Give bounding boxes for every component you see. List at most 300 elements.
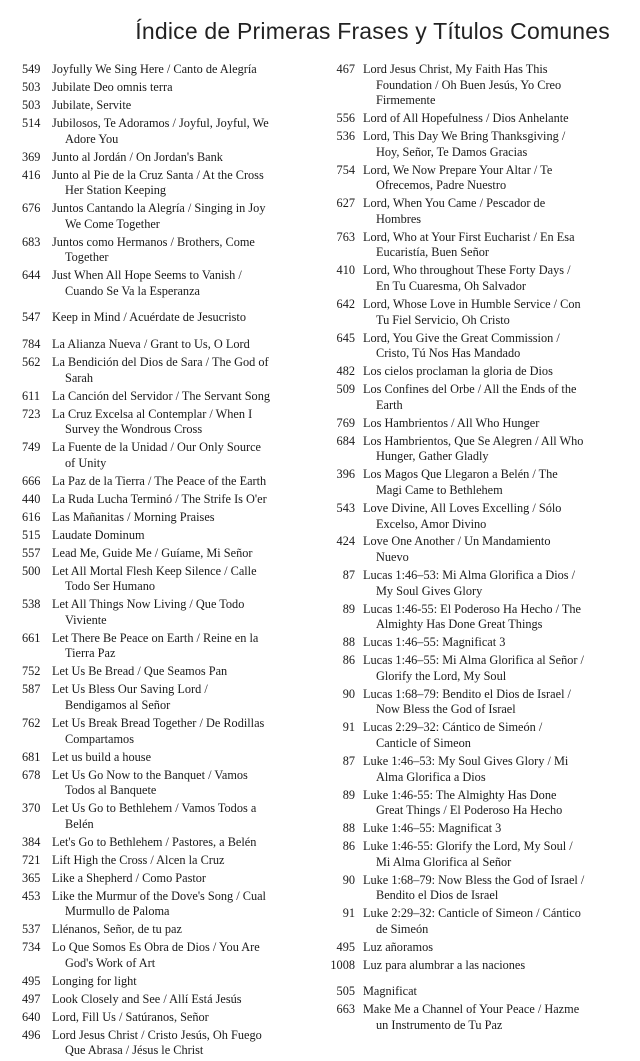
index-entry <box>327 1002 623 1033</box>
title-line: Lead Me, Guide Me / Guíame, Mi Señor <box>52 545 253 560</box>
title-line: Lord, Whose Love in Humble Service / Con <box>363 297 581 312</box>
hymn-number: 365 <box>22 870 41 885</box>
title-line: Now Bless the God of Israel <box>376 702 516 717</box>
hymn-title <box>363 906 623 937</box>
title-line: Adore You <box>65 131 119 146</box>
title-line: God's Work of Art <box>65 955 156 970</box>
title-line: Love One Another / Un Mandamiento <box>363 534 551 549</box>
hymn-number: 663 <box>336 1002 355 1017</box>
hymn-title <box>363 129 623 160</box>
hymn-title <box>363 1002 623 1033</box>
hymn-number: 640 <box>22 1009 41 1024</box>
index-entry <box>18 116 310 147</box>
title-line: Murmullo de Paloma <box>65 904 170 919</box>
hymn-number: 91 <box>342 906 355 921</box>
index-entry <box>18 510 310 526</box>
title-line: Lucas 2:29–32: Cántico de Simeón / <box>363 720 543 735</box>
hymn-title <box>52 889 310 920</box>
hymn-title <box>52 528 310 544</box>
hymn-title <box>363 416 623 432</box>
hymn-title <box>52 940 310 971</box>
title-line: Glorify the Lord, My Soul <box>376 668 507 683</box>
index-column-left <box>18 62 310 1061</box>
hymn-title <box>363 984 623 1000</box>
index-entry <box>327 984 623 1000</box>
index-entry <box>327 263 623 294</box>
index-entry <box>18 853 310 869</box>
hymn-title <box>363 501 623 532</box>
index-entry <box>18 528 310 544</box>
index-column-right <box>327 62 623 1036</box>
hymn-title <box>52 835 310 851</box>
title-line: Make Me a Channel of Your Peace / Hazme <box>363 1002 580 1017</box>
hymn-title <box>363 940 623 956</box>
index-entry <box>18 974 310 990</box>
title-line: Luz añoramos <box>363 939 433 954</box>
hymn-title <box>363 788 623 819</box>
hymn-number: 91 <box>342 720 355 735</box>
hymn-number: 500 <box>22 563 41 578</box>
hymn-title <box>52 871 310 887</box>
title-line: Together <box>65 250 109 265</box>
index-entry <box>327 196 623 227</box>
hymn-number: 536 <box>336 129 355 144</box>
hymn-title <box>52 664 310 680</box>
index-entry <box>18 940 310 971</box>
index-entry <box>327 821 623 837</box>
hymn-title <box>52 801 310 832</box>
index-entry <box>18 150 310 166</box>
title-line: Mi Alma Glorifica al Señor <box>376 854 512 869</box>
index-entry <box>327 687 623 718</box>
index-entry <box>18 664 310 680</box>
hymn-number: 562 <box>22 355 41 370</box>
title-line: Los Hambrientos / All Who Hunger <box>363 415 540 430</box>
title-line: Lord, You Give the Great Commission / <box>363 330 560 345</box>
index-entry <box>18 80 310 96</box>
index-entry <box>327 534 623 565</box>
hymn-number: 467 <box>336 62 355 76</box>
hymn-title <box>363 602 623 633</box>
title-line: En Tu Cuaresma, Oh Salvador <box>376 279 526 294</box>
title-line: La Alianza Nueva / Grant to Us, O Lord <box>52 337 250 352</box>
hymn-number: 642 <box>336 297 355 312</box>
title-line: Los Hambrientos, Que Se Alegren / All Who <box>363 433 584 448</box>
title-line: Let Us Go to Bethlehem / Vamos Todos a <box>52 801 257 816</box>
hymn-number: 763 <box>336 229 355 244</box>
hymn-number: 88 <box>342 821 355 836</box>
hymn-title <box>52 235 310 266</box>
title-line: Almighty Has Done Great Things <box>376 617 543 632</box>
hymn-title <box>363 754 623 785</box>
hymn-number: 661 <box>22 630 41 645</box>
hymn-number: 86 <box>342 839 355 854</box>
title-line: Bendigamos al Señor <box>65 697 171 712</box>
hymn-number: 627 <box>336 196 355 211</box>
title-line: Let All Things Now Living / Que Todo <box>52 597 245 612</box>
hymn-title <box>52 355 310 386</box>
title-line: Let Us Break Bread Together / De Rodillas <box>52 715 265 730</box>
index-entry <box>18 631 310 662</box>
hymn-title <box>52 492 310 508</box>
index-entry <box>18 546 310 562</box>
hymn-number: 89 <box>342 601 355 616</box>
hymn-number: 482 <box>336 364 355 379</box>
index-entry <box>18 474 310 490</box>
title-line: La Ruda Lucha Terminó / The Strife Is O'er <box>52 491 267 506</box>
index-entry <box>18 168 310 199</box>
index-entry <box>18 1028 310 1059</box>
title-line: Junto al Jordán / On Jordan's Bank <box>52 149 223 164</box>
title-line: Lord Jesus Christ, My Faith Has This <box>363 62 548 76</box>
title-line: Lord, Who throughout These Forty Days / <box>363 263 571 278</box>
index-entry <box>18 716 310 747</box>
title-line: Keep in Mind / Acuérdate de Jesucristo <box>52 310 246 325</box>
index-entry <box>327 788 623 819</box>
hymn-number: 369 <box>22 149 41 164</box>
hymn-number: 681 <box>22 749 41 764</box>
index-entry <box>327 653 623 684</box>
title-line: Firmemente <box>376 93 436 108</box>
title-line: Excelso, Amor Divino <box>376 516 487 531</box>
title-line: Alma Glorifica a Dios <box>376 769 486 784</box>
title-line: Let Us Go Now to the Banquet / Vamos <box>52 767 248 782</box>
title-line: Lucas 1:68–79: Bendito el Dios de Israel / <box>363 686 571 701</box>
title-line: We Come Together <box>65 216 160 231</box>
index-entry <box>327 754 623 785</box>
hymn-title <box>363 635 623 651</box>
hymn-title <box>363 687 623 718</box>
index-entry <box>327 635 623 651</box>
hymn-title <box>363 331 623 362</box>
index-entry <box>18 682 310 713</box>
hymn-number: 453 <box>22 888 41 903</box>
title-line: Compartamos <box>65 731 134 746</box>
title-line: Jubilosos, Te Adoramos / Joyful, Joyful, We <box>52 115 269 130</box>
title-line: Look Closely and See / Allí Está Jesús <box>52 991 242 1006</box>
hymn-title <box>52 116 310 147</box>
index-entry <box>18 871 310 887</box>
hymn-title <box>52 1028 310 1059</box>
title-line: Laudate Dominum <box>52 527 145 542</box>
index-entry <box>327 839 623 870</box>
title-line: Viviente <box>65 612 107 627</box>
index-entry <box>18 768 310 799</box>
hymn-number: 424 <box>336 534 355 549</box>
title-line: Luke 1:46-55: Glorify the Lord, My Soul / <box>363 839 573 854</box>
hymn-title <box>52 564 310 595</box>
hymn-number: 723 <box>22 406 41 421</box>
hymn-number: 754 <box>336 162 355 177</box>
title-line: Ofrecemos, Padre Nuestro <box>376 178 507 193</box>
title-line: La Paz de la Tierra / The Peace of the Earth <box>52 473 267 488</box>
hymn-title <box>52 631 310 662</box>
title-line: Magi Came to Bethlehem <box>376 482 503 497</box>
title-line: Luke 1:68–79: Now Bless the God of Israel / <box>363 872 585 887</box>
hymn-title <box>52 750 310 766</box>
hymn-title <box>52 62 310 78</box>
hymn-number: 537 <box>22 922 41 937</box>
hymn-title <box>52 716 310 747</box>
hymn-title <box>52 974 310 990</box>
hymn-number: 784 <box>22 337 41 352</box>
hymn-title <box>363 653 623 684</box>
index-entry <box>327 568 623 599</box>
hymn-number: 645 <box>336 330 355 345</box>
title-line: Lord, This Day We Bring Thanksgiving / <box>363 129 566 144</box>
hymn-number: 90 <box>342 872 355 887</box>
title-line: My Soul Gives Glory <box>376 583 483 598</box>
index-entry <box>18 597 310 628</box>
title-line: Hoy, Señor, Te Damos Gracias <box>376 144 528 159</box>
title-line: Luz para alumbrar a las naciones <box>363 957 526 972</box>
hymn-number: 549 <box>22 62 41 76</box>
hymn-number: 752 <box>22 664 41 679</box>
hymn-number: 90 <box>342 686 355 701</box>
title-line: Let There Be Peace on Earth / Reine en la <box>52 630 259 645</box>
title-line: Jubilate Deo omnis terra <box>52 79 173 94</box>
hymn-title <box>52 389 310 405</box>
index-entry <box>18 98 310 114</box>
hymn-title <box>52 922 310 938</box>
page-title: Índice de Primeras Frases y Títulos Comunes <box>135 18 610 44</box>
title-line: La Bendición del Dios de Sara / The God of <box>52 355 269 370</box>
hymn-title <box>363 196 623 227</box>
title-line: Sarah <box>65 370 93 385</box>
hymn-number: 616 <box>22 509 41 524</box>
title-line: Luke 1:46–53: My Soul Gives Glory / Mi <box>363 753 569 768</box>
title-line: Luke 2:29–32: Canticle of Simeon / Cántico <box>363 906 581 921</box>
title-line: La Fuente de la Unidad / Our Only Source <box>52 440 261 455</box>
hymn-number: 503 <box>22 97 41 112</box>
index-entry <box>327 958 623 974</box>
hymn-title <box>363 62 623 109</box>
index-entry <box>18 750 310 766</box>
hymn-number: 762 <box>22 715 41 730</box>
index-entry <box>327 720 623 751</box>
index-entry <box>327 906 623 937</box>
title-line: Todos al Banquete <box>65 783 157 798</box>
title-line: Nuevo <box>376 550 409 565</box>
index-entry <box>327 163 623 194</box>
title-line: Luke 1:46–55: Magnificat 3 <box>363 821 502 836</box>
hymn-number: 538 <box>22 597 41 612</box>
title-line: Las Mañanitas / Morning Praises <box>52 509 215 524</box>
title-line: Que Abrasa / Jésus le Christ <box>65 1043 204 1058</box>
hymn-title <box>363 297 623 328</box>
title-line: Just When All Hope Seems to Vanish / <box>52 268 242 283</box>
title-line: Todo Ser Humano <box>65 579 155 594</box>
hymn-number: 503 <box>22 79 41 94</box>
hymn-number: 557 <box>22 545 41 560</box>
index-entry <box>327 111 623 127</box>
hymn-number: 684 <box>336 433 355 448</box>
index-entry <box>327 501 623 532</box>
hymn-number: 410 <box>336 263 355 278</box>
index-entry <box>18 235 310 266</box>
hymn-title <box>52 98 310 114</box>
title-line: Hunger, Gather Gladly <box>376 449 489 464</box>
title-line: Jubilate, Servite <box>52 97 132 112</box>
hymn-title <box>52 992 310 1008</box>
hymn-number: 497 <box>22 991 41 1006</box>
title-line: Lord, Who at Your First Eucharist / En Esa <box>363 229 575 244</box>
title-line: Lucas 1:46–55: Magnificat 3 <box>363 635 506 650</box>
title-line: Let's Go to Bethlehem / Pastores, a Belén <box>52 834 257 849</box>
title-line: Survey the Wondrous Cross <box>65 422 203 437</box>
hymn-title <box>52 268 310 299</box>
hymn-title <box>52 597 310 628</box>
hymn-number: 509 <box>336 382 355 397</box>
title-line: Lucas 1:46–55: Mi Alma Glorifica al Señor / <box>363 653 584 668</box>
hymn-number: 749 <box>22 440 41 455</box>
hymn-title <box>52 168 310 199</box>
title-line: Belén <box>65 816 94 831</box>
index-entry <box>18 440 310 471</box>
hymn-title <box>363 958 623 974</box>
title-line: Llénanos, Señor, de tu paz <box>52 922 182 937</box>
hymn-number: 611 <box>22 388 40 403</box>
index-entry <box>18 407 310 438</box>
hymn-number: 587 <box>22 682 41 697</box>
index-entry <box>327 434 623 465</box>
hymn-number: 683 <box>22 234 41 249</box>
hymn-number: 515 <box>22 527 41 542</box>
index-entry <box>327 230 623 261</box>
title-line: Magnificat <box>363 984 417 999</box>
title-line: La Canción del Servidor / The Servant Song <box>52 388 270 403</box>
title-line: Eucaristía, Buen Señor <box>376 245 490 260</box>
title-line: Like a Shepherd / Como Pastor <box>52 870 207 885</box>
hymn-title <box>363 382 623 413</box>
index-entry <box>327 416 623 432</box>
index-entry <box>327 873 623 904</box>
index-entry <box>18 337 310 353</box>
title-line: Her Station Keeping <box>65 183 167 198</box>
index-entry <box>18 492 310 508</box>
title-line: Tierra Paz <box>65 646 116 661</box>
index-entry <box>18 355 310 386</box>
title-line: Los cielos proclaman la gloria de Dios <box>363 364 553 379</box>
index-entry <box>327 940 623 956</box>
index-entry <box>18 801 310 832</box>
title-line: Los Magos Que Llegaron a Belén / The <box>363 467 558 482</box>
title-line: un Instrumento de Tu Paz <box>376 1017 503 1032</box>
hymn-title <box>52 546 310 562</box>
hymn-number: 543 <box>336 500 355 515</box>
hymn-title <box>363 534 623 565</box>
title-line: Tu Fiel Servicio, Oh Cristo <box>376 312 510 327</box>
index-entry <box>327 467 623 498</box>
hymn-title <box>52 337 310 353</box>
hymn-title <box>363 163 623 194</box>
hymn-title <box>52 310 310 326</box>
hymn-title <box>363 434 623 465</box>
hymn-number: 495 <box>336 939 355 954</box>
title-line: Let Us Bless Our Saving Lord / <box>52 682 208 697</box>
hymn-title <box>363 720 623 751</box>
title-line: Lift High the Cross / Alcen la Cruz <box>52 852 225 867</box>
title-line: Bendito el Dios de Israel <box>376 888 499 903</box>
title-line: de Simeón <box>376 921 429 936</box>
hymn-title <box>363 111 623 127</box>
hymn-number: 505 <box>336 984 355 999</box>
hymn-title <box>52 1010 310 1026</box>
index-entry <box>18 268 310 299</box>
index-entry <box>327 62 623 109</box>
title-line: Lord Jesus Christ / Cristo Jesús, Oh Fuego <box>52 1027 262 1042</box>
title-line: of Unity <box>65 455 107 470</box>
hymn-title <box>52 474 310 490</box>
hymn-title <box>52 150 310 166</box>
hymn-title <box>363 230 623 261</box>
title-line: Lord, Fill Us / Satúranos, Señor <box>52 1009 209 1024</box>
index-entry <box>18 310 310 326</box>
index-entry <box>18 564 310 595</box>
title-line: La Cruz Excelsa al Contemplar / When I <box>52 406 253 421</box>
hymn-number: 678 <box>22 767 41 782</box>
hymn-title <box>52 440 310 471</box>
hymn-number: 556 <box>336 111 355 126</box>
index-entry <box>18 201 310 232</box>
title-line: Juntos Cantando la Alegría / Singing in Joy <box>52 201 266 216</box>
hymn-number: 666 <box>22 473 41 488</box>
index-entry <box>327 382 623 413</box>
title-line: Earth <box>376 397 403 412</box>
hymn-title <box>363 467 623 498</box>
index-entry <box>18 889 310 920</box>
title-line: Let Us Be Bread / Que Seamos Pan <box>52 664 228 679</box>
hymn-number: 644 <box>22 268 41 283</box>
title-line: Canticle of Simeon <box>376 735 471 750</box>
hymn-number: 734 <box>22 940 41 955</box>
title-line: Foundation / Oh Buen Jesús, Yo Creo <box>376 77 562 92</box>
title-line: Lord, We Now Prepare Your Altar / Te <box>363 162 553 177</box>
title-line: Longing for light <box>52 973 137 988</box>
index-entry <box>327 331 623 362</box>
title-line: Cristo, Tú Nos Has Mandado <box>376 346 521 361</box>
hymn-number: 86 <box>342 653 355 668</box>
title-line: Hombres <box>376 211 422 226</box>
hymn-title <box>52 853 310 869</box>
hymn-number: 87 <box>342 568 355 583</box>
hymn-number: 87 <box>342 753 355 768</box>
index-entry <box>18 992 310 1008</box>
hymn-number: 721 <box>22 852 41 867</box>
hymn-title <box>363 821 623 837</box>
title-line: Juntos como Hermanos / Brothers, Come <box>52 234 255 249</box>
hymn-number: 384 <box>22 834 41 849</box>
title-line: Luke 1:46-55: The Almighty Has Done <box>363 787 557 802</box>
hymn-number: 769 <box>336 415 355 430</box>
hymn-number: 495 <box>22 973 41 988</box>
index-entry <box>18 62 310 78</box>
title-line: Cuando Se Va la Esperanza <box>65 283 200 298</box>
index-entry <box>18 1010 310 1026</box>
hymn-number: 1008 <box>330 957 355 972</box>
hymn-number: 416 <box>22 167 41 182</box>
hymn-title <box>363 873 623 904</box>
title-line: Lucas 1:46–53: Mi Alma Glorifica a Dios / <box>363 568 576 583</box>
title-line: Like the Murmur of the Dove's Song / Cual <box>52 888 266 903</box>
hymn-number: 496 <box>22 1027 41 1042</box>
hymn-number: 88 <box>342 635 355 650</box>
hymn-number: 89 <box>342 787 355 802</box>
index-entry <box>327 297 623 328</box>
index-entry <box>18 922 310 938</box>
hymn-title <box>363 839 623 870</box>
hymn-title <box>52 682 310 713</box>
